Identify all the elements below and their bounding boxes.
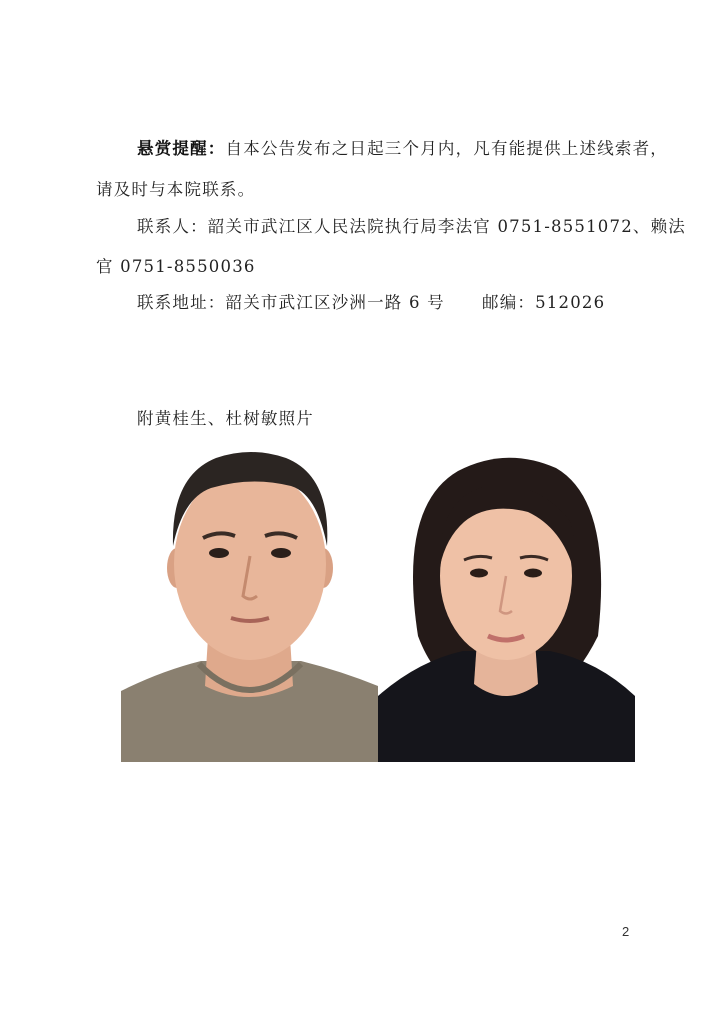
- photo-caption: 附黄桂生、杜树敏照片: [137, 409, 314, 428]
- reward-notice-line-1: [137, 138, 668, 160]
- reward-notice-label: 悬赏提醒：: [137, 139, 226, 158]
- contact-person-line-1: 联系人：韶关市武江区人民法院执行局李法官 0751-8551072、赖法: [137, 217, 686, 236]
- reward-notice-line-2: 请及时与本院联系。: [96, 180, 256, 199]
- woman-portrait-photo: [378, 446, 635, 762]
- contact-address: 联系地址：韶关市武江区沙洲一路 6 号: [137, 293, 445, 312]
- contact-person-line-2: 官 0751-8550036: [96, 257, 256, 276]
- page-number: 2: [622, 924, 630, 939]
- postcode: 邮编：512026: [482, 293, 606, 312]
- reward-notice-text: 自本公告发布之日起三个月内，凡有能提供上述线索者，: [225, 139, 668, 158]
- man-portrait-photo: [121, 446, 378, 762]
